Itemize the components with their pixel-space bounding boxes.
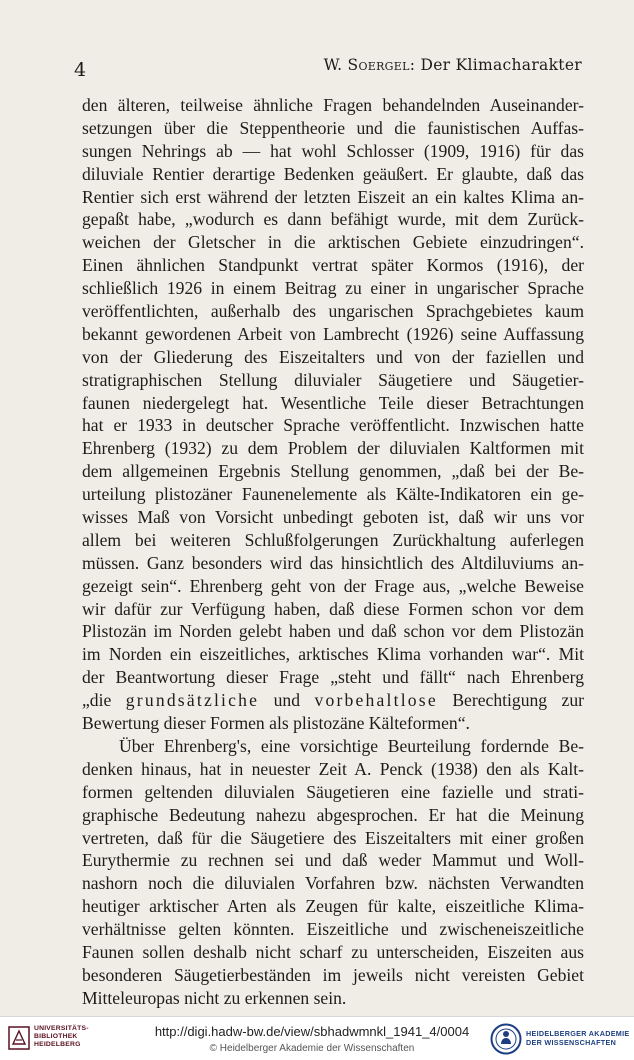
library-name-line: UNIVERSITÄTS- <box>34 1025 89 1032</box>
text-line: besonderen Säugetierbeständen im jeweils nicht vereisten Gebiet <box>82 964 584 985</box>
text-line: nashorn noch die diluvialen Vorfahren bzw. nächsten Verwandten <box>82 873 584 894</box>
running-head <box>324 56 582 74</box>
text-line: stratigraphischen Stellung diluvialer Säugetiere und Säugetier- <box>82 369 584 390</box>
text-line: wisses Maß von Vorsicht unbedingt geboten ist, daß wir uns vor <box>82 507 584 528</box>
text-line: weichen der Gletscher in die arktischen Gebiete einzudringen“. <box>82 232 584 253</box>
text-line: urteilung plistozäner Faunenelemente als Kälte-Indikatoren ein ge- <box>82 484 584 505</box>
text-fragment: Berechtigung zur <box>437 690 585 711</box>
academy-name-line: DER WISSENSCHAFTEN <box>526 1038 617 1047</box>
text-line: im Norden ein eiszeitliches, arktisches Klima vorhanden war“. Mit <box>82 644 584 665</box>
permalink-url[interactable]: http://digi.hadw-bw.de/view/sbhadwmnkl_1941_4/0004 <box>154 1024 470 1039</box>
text-line: den älteren, teilweise ähnliche Fragen behandelnden Auseinander- <box>82 95 584 115</box>
text-line: Bewertung dieser Formen als plistozäne Kälteformen“. <box>82 713 470 734</box>
text-line: Eurythermie zu rechnen sei und daß weder Mammut und Woll- <box>82 850 584 871</box>
text-line: Faunen sollen deshalb nicht scharf zu unterscheiden, Eiszeiten aus <box>82 941 584 962</box>
university-library-name <box>34 1025 89 1049</box>
text-line: müssen. Ganz besonders wird das hinsichtlich des Altdiluviums an- <box>82 552 584 573</box>
emphasis-spaced: vorbehaltlose <box>314 690 438 711</box>
emphasis-spaced: grundsätzliche <box>125 690 260 711</box>
text-line: vertreten, daß für die Säugetiere des Eiszeitalters mit einer großen <box>82 827 584 848</box>
running-head-title: : Der Klimacharakter <box>409 56 582 74</box>
text-line: Mitteleuropas nicht zu erkennen sein. <box>82 987 347 1008</box>
text-line: allem bei weiteren Schlußfolgerungen Zurückhaltung auferlegen <box>82 529 584 550</box>
text-line: setzungen über die Steppentheorie und die faunistischen Auffas- <box>82 117 584 138</box>
text-line: formen geltenden diluvialen Säugetieren eine fazielle und strati- <box>82 781 584 802</box>
text-line: gepaßt habe, „wodurch es dann befähigt wurde, mit dem Zurück- <box>82 209 584 230</box>
footer-bar <box>0 1016 634 1060</box>
quote-open: „die <box>82 690 126 711</box>
text-line: der Beantwortung dieser Frage „steht und fällt“ nach Ehrenberg <box>82 667 584 688</box>
library-name-line: BIBLIOTHEK <box>34 1033 78 1040</box>
text-line: gezeigt sein“. Ehrenberg geht von der Frage aus, „welche Beweise <box>82 575 584 596</box>
text-line: graphische Bedeutung nahezu abgesprochen. Er hat die Meinung <box>82 804 584 825</box>
text-line: Rentier sich erst während der letzten Eiszeit an ein kaltes Klima an- <box>82 186 584 207</box>
text-line: wir dafür zur Verfügung haben, daß diese Formen schon vor dem <box>82 598 584 619</box>
page-number: 4 <box>74 59 87 81</box>
text-line: veröffentlichten, außerhalb des ungarischen Sprachgebietes kaum <box>82 301 584 322</box>
academy-name <box>526 1029 629 1047</box>
university-library-logo-icon <box>8 1026 30 1050</box>
text-line: bekannt gewordenen Arbeit von Lambrecht (1926) seine Auffassung <box>82 323 584 344</box>
academy-seal-icon <box>490 1023 522 1055</box>
text-line: heutiger arktischer Arten als Zeugen für kalte, eiszeitliche Klima- <box>82 896 584 917</box>
text-line: denken hinaus, hat in neuester Zeit A. Penck (1938) den als Kalt- <box>82 758 584 779</box>
text-line: Über Ehrenberg's, eine vorsichtige Beurteilung fordernde Be- <box>119 735 584 756</box>
text-line: verhältnisse gelten könnten. Eiszeitliche und zwischeneiszeitliche <box>82 919 584 940</box>
text-line: von der Gliederung des Eiszeitalters und von der faziellen und <box>82 346 584 367</box>
text-line: Plistozän im Norden gelebt haben und daß schon vor dem Plistozän <box>82 621 584 642</box>
text-line: schließlich 1926 in einem Beitrag zu einer in ungarischer Sprache <box>82 278 584 299</box>
running-head-author: W. Soergel <box>323 56 410 74</box>
library-name-line: HEIDELBERG <box>34 1041 81 1048</box>
text-line: faunen niedergelegt hat. Wesentliche Teile dieser Betrachtungen <box>82 392 584 413</box>
body-text <box>82 94 584 1010</box>
text-line: Ehrenberg (1932) zu dem Problem der diluvialen Kaltformen mit <box>82 438 584 459</box>
text-line <box>82 689 584 712</box>
text-line: sungen Nehrings ab — hat wohl Schlosser (1909, 1916) für das <box>82 140 584 161</box>
text-fragment: und <box>259 690 315 711</box>
text-line: Einen ähnlichen Standpunkt vertrat später Kormos (1916), der <box>82 255 584 276</box>
text-line: dem allgemeinen Ergebnis Stellung genommen, „daß bei der Be- <box>82 461 584 482</box>
copyright-notice: © Heidelberger Akademie der Wissenschaften <box>209 1043 415 1054</box>
text-line: hat er 1933 in deutscher Sprache veröffentlicht. Inzwischen hatte <box>82 415 584 436</box>
text-line: diluviale Rentier derartige Bedenken geäußert. Er glaubte, daß das <box>82 163 584 184</box>
academy-name-line: HEIDELBERGER AKADEMIE <box>526 1029 630 1038</box>
